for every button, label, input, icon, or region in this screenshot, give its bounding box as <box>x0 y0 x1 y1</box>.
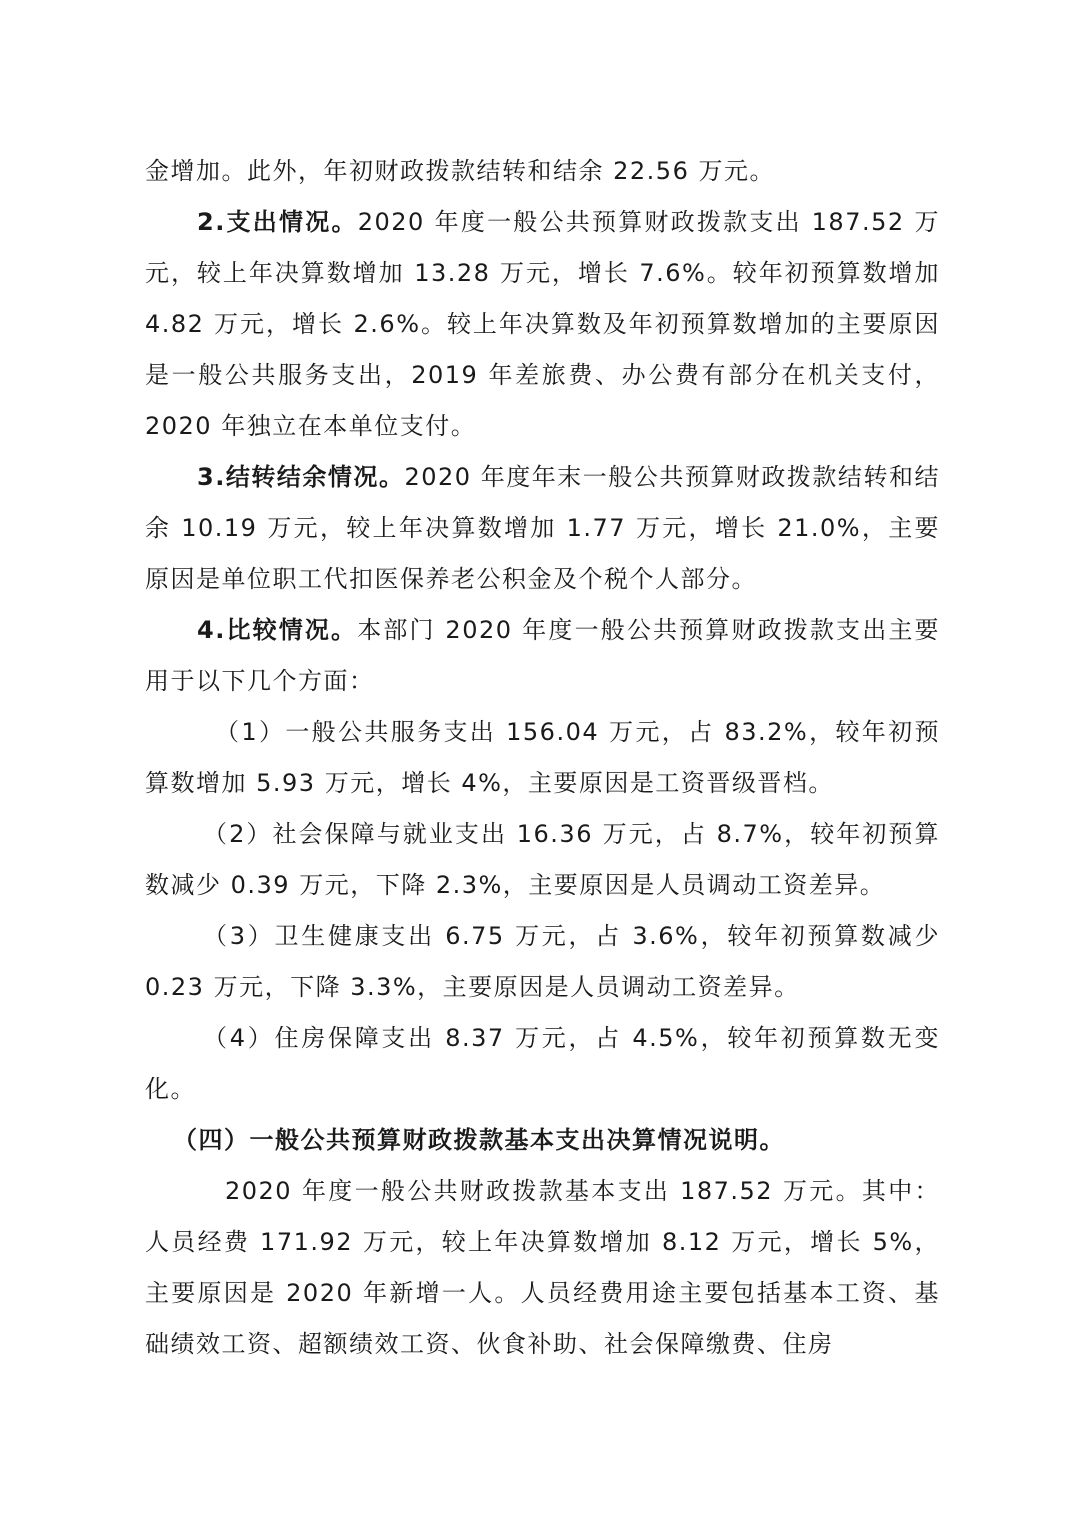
paragraph-lead: 2.支出情况。 <box>197 208 358 236</box>
paragraph-lead: 3.结转结余情况。 <box>197 463 405 491</box>
paragraph-expenditure <box>145 197 940 452</box>
paragraph-body: 2020 年度一般公共预算财政拨款支出 187.52 万元，较上年决算数增加 13.28 万元，增长 7.6%。较年初预算数增加 4.82 万元，增长 2.6%。较上年决算数及年初预算数增加的主要原因是一般公共服务支出，2019 年差旅费、办公费有部分在机关支付，2020 年独立在本单位支付。 <box>145 208 940 440</box>
list-item-social-security: （2）社会保障与就业支出 16.36 万元，占 8.7%，较年初预算数减少 0.39 万元，下降 2.3%，主要原因是人员调动工资差异。 <box>145 820 940 899</box>
list-item-health: （3）卫生健康支出 6.75 万元，占 3.6%，较年初预算数减少 0.23 万元，下降 3.3%，主要原因是人员调动工资差异。 <box>145 922 940 1001</box>
document-page <box>145 146 940 1370</box>
paragraph-carryover: 金增加。此外，年初财政拨款结转和结余 22.56 万元。 <box>145 157 775 185</box>
paragraph-body: 本部门 2020 年度一般公共预算财政拨款支出主要用于以下几个方面： <box>145 616 940 695</box>
list-item-general-services: （1）一般公共服务支出 156.04 万元，占 83.2%，较年初预算数增加 5.93 万元，增长 4%，主要原因是工资晋级晋档。 <box>145 718 940 797</box>
paragraph-balance <box>145 452 940 605</box>
list-item-housing: （4）住房保障支出 8.37 万元，占 4.5%，较年初预算数无变化。 <box>145 1024 940 1103</box>
section-heading: （四）一般公共预算财政拨款基本支出决算情况说明。 <box>173 1126 785 1154</box>
paragraph-body: 2020 年度年末一般公共预算财政拨款结转和结余 10.19 万元，较上年决算数增加 1.77 万元，增长 21.0%，主要原因是单位职工代扣医保养老公积金及个税个人部分。 <box>145 463 940 593</box>
paragraph-comparison <box>145 605 940 707</box>
paragraph-lead: 4.比较情况。 <box>197 616 358 644</box>
paragraph-basic-expenditure: 2020 年度一般公共财政拨款基本支出 187.52 万元。其中：人员经费 171.92 万元，较上年决算数增加 8.12 万元，增长 5%，主要原因是 2020 年新增一人。人员经费用途主要包括基本工资、基础绩效工资、超额绩效工资、伙食补助、社会保障缴费、住房 <box>145 1177 940 1358</box>
